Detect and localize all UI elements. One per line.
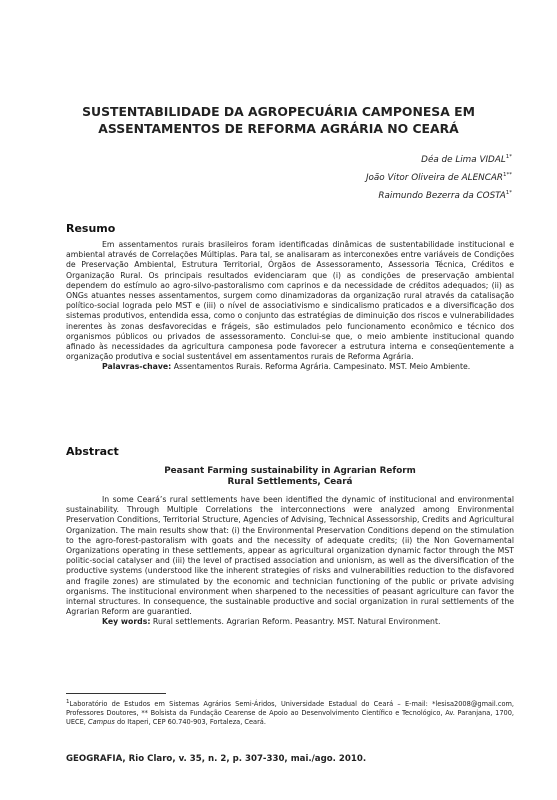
author-3	[366, 186, 512, 204]
subtitle-line-2: Rural Settlements, Ceará	[227, 477, 353, 487]
resumo-paragraph: Em assentamentos rurais brasileiros foram identificadas dinâmicas de sustentabilidade institucional e ambiental através de Correlações Múltiplas. Para tal, se analisaram as interconexões entre variáveis de Condições de Preservação Ambiental, Estrutura Territorial, Órgãos de Assessoramento, Assessoria Técnica, Créditos e Organização Rural. Os principais resultados evidenciaram que (i) as condições de preservação ambiental dependem do estímulo ao agro-silvo-pastoralismo com caprinos e da necessidade de créditos adequados; (ii) as ONGs atuantes nesses assentamentos, surgem como dinamizadoras da organização rural através da catalisação político-social lograda pelo MST e (iii) o nível de associativismo e sindicalismo praticados e a diversificação dos sistemas produtivos, entendida essa, como o conjunto das estratégias de diminuição dos riscos e vulnerabilidades inerentes às zonas desfavorecidas e frágeis, são estimulados pelo funcionamento econômico e técnico dos organismos públicos ou privados de assessoramento. Conclui-se que, o meio ambiente institucional quando afinado às necessidades da agricultura camponesa pode favorecer a estrutura interna e conseqüentemente a organização produtiva e social sustentável em assentamentos rurais de Reforma Agrária.	[66, 240, 514, 362]
author-list	[366, 150, 512, 204]
keywords-label: Palavras-chave:	[102, 362, 172, 372]
footnote-text-end: do Itaperi, CEP 60.740-903, Fortaleza, Ceará.	[114, 718, 266, 727]
subtitle-line-1: Peasant Farming sustainability in Agrarian Reform	[164, 466, 416, 476]
abstract-heading: Abstract	[66, 445, 119, 458]
footnote-divider	[66, 693, 166, 694]
author-mark: 1*	[505, 189, 512, 196]
footnote-text: Laboratório de Estudos em Sistemas Agrários Semi-Áridos, Universidade Estadual do Ceará – E-mail: *lesisa2008@gmail.com, Professores Doutores, ** Bolsista da Fundação Cearense de Apoio ao Desenvolvimento Científico e Tecnológico, Av. Paranjana, 1700, UECE,	[66, 700, 514, 727]
keywords-label: Key words:	[102, 617, 151, 627]
keywords-text: Rural settlements. Agrarian Reform. Peasantry. MST. Natural Environment.	[152, 617, 441, 627]
author-name: Déa de Lima VIDAL	[421, 154, 506, 165]
title-line-1: SUSTENTABILIDADE DA AGROPECUÁRIA CAMPONESA EM	[82, 104, 475, 119]
journal-citation: GEOGRAFIA, Rio Claro, v. 35, n. 2, p. 307-330, mai./ago. 2010.	[66, 754, 367, 764]
author-1	[366, 150, 512, 168]
footnote-mark: 1	[66, 699, 70, 705]
abstract-paragraph: In some Ceará’s rural settlements have been identified the dynamic of institucional and environmental sustainability. Through Multiple Correlations the interconnections were analyzed among Environmental Preservation Conditions, Territorial Structure, Agencies of Advising, Technical Assessorship, Credits and Agricultural Organization. The main results show that: (i) the Environmental Preservation Conditions depend on the stimulation to the agro-forest-pastoralism with goats and the necessity of adequate credits; (ii) the Non Governamental Organizations operating in these settlements, appear as agricultural organization dynamic factor through the MST politic-social catalyser and (iii) the level of practised association and unionism, as well as the diversification of the productive systems (understood like the inherent strategies of risks and vulnerabilities reduction to the disfavored and fragile zones) are stimulated by the economic and technician functioning of the public or private advising organisms. The institucional environment when sharpened to the necessities of peasant agriculture can favor the internal structures. In consequence, the sustainable productive and social organization in rural settlements of the Agrarian Reform are guarantied.	[66, 495, 514, 617]
keywords-text: Assentamentos Rurais. Reforma Agrária. Campesinato. MST. Meio Ambiente.	[173, 362, 471, 372]
title-line-2: ASSENTAMENTOS DE REFORMA AGRÁRIA NO CEARÁ	[98, 121, 459, 136]
author-mark: 1*	[505, 154, 512, 160]
resumo-keywords	[66, 362, 514, 372]
author-mark: 1**	[503, 171, 512, 178]
abstract-section	[66, 495, 514, 628]
footnote	[66, 698, 514, 727]
abstract-keywords	[66, 617, 514, 627]
author-name: João Vitor Oliveira de ALENCAR	[365, 172, 503, 183]
footnote-italic: Campus	[87, 718, 115, 727]
author-name: Raimundo Bezerra da COSTA	[378, 190, 506, 201]
paper-title	[60, 103, 497, 137]
author-2	[366, 168, 512, 186]
resumo-heading: Resumo	[66, 222, 116, 235]
resumo-section	[66, 240, 514, 373]
abstract-subtitle	[66, 466, 514, 488]
